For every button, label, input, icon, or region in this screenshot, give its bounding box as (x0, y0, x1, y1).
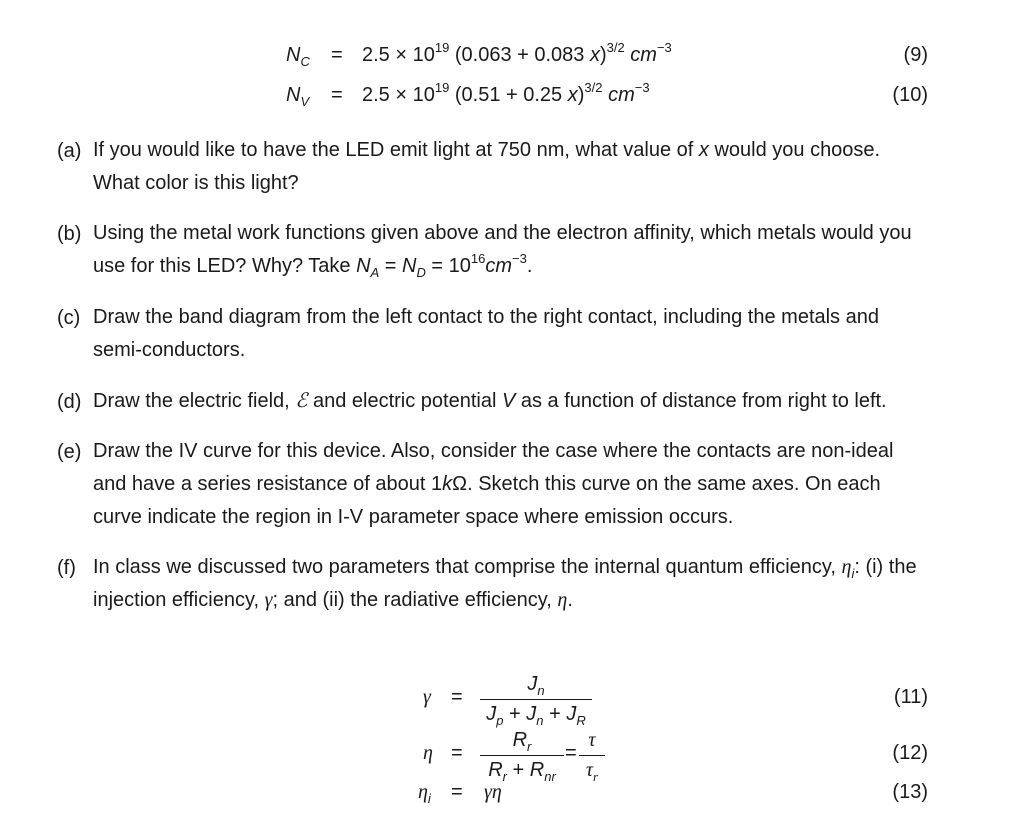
equation-number-10: (10) (892, 84, 928, 106)
equation-nv-rhs: $2.5 \times 10^{19}$ (0.51 + 0.25 x)$^{3/2}$ $cm^{-3}$ (362, 80, 650, 106)
question-a-label: (a) (57, 140, 82, 162)
question-f-text: In class we discussed two parameters that comprise the internal quantum efficiency, $\eta_i$: (i) the injection efficiency, γ; and (ii) the radiative efficiency, η. (93, 556, 917, 611)
equation-eta-i-equals: = (451, 781, 463, 803)
question-b-text: Using the metal work functions given above and the electron affinity, which metals would you use for this LED? Why? Take $N_A = N_D = 10^{16}cm^{-3}$. (93, 222, 912, 280)
question-f-label: (f) (57, 557, 76, 579)
equation-gamma-denominator: $J_p + J_n + J_R$ (486, 703, 586, 728)
equation-eta-i-rhs: γη (484, 781, 502, 803)
equation-gamma-fraction (480, 672, 592, 726)
equation-number-12: (12) (892, 742, 928, 764)
equation-eta-fraction-2: $\frac{\tau}{\tau_r}$ (579, 728, 605, 782)
equation-eta-i-lhs: $\eta_i$ (418, 781, 431, 806)
equation-nc-rhs: $2.5 \times 10^{19}$ (0.063 + 0.083 x)$^{3/2}$ $cm^{-3}$ (362, 40, 672, 66)
question-d-text: Draw the electric field, ℰ and electric potential V as a function of distance from right to left. (93, 390, 887, 412)
equation-nv: $N_V$ (286, 84, 310, 109)
question-c-text: Draw the band diagram from the left contact to the right contact, including the metals and semi-conductors. (93, 306, 879, 361)
equation-nc: $N_C$ (286, 44, 310, 69)
equation-number-9: (9) (903, 44, 928, 66)
equation-nc-equals: = (331, 44, 343, 66)
electric-field-symbol: ℰ (295, 390, 308, 412)
equation-nv-equals: = (331, 84, 343, 106)
equation-eta-fraction-1: $R_r$ $R_r + R_{nr}$ (480, 728, 564, 782)
question-d-label: (d) (57, 391, 82, 413)
equation-gamma-lhs: γ (423, 686, 431, 708)
equation-eta-equals-2: = (565, 742, 577, 764)
equation-eta-lhs: η (423, 742, 433, 764)
question-e-label: (e) (57, 441, 82, 463)
equation-gamma-equals: = (451, 686, 463, 708)
equation-eta-equals: = (451, 742, 463, 764)
equation-gamma-numerator: $J_n$ (480, 672, 592, 700)
equation-number-11: (11) (893, 686, 928, 708)
question-c-label: (c) (57, 307, 81, 329)
equation-number-13: (13) (892, 781, 928, 803)
question-a-text: If you would like to have the LED emit light at 750 nm, what value of x would you choose. What color is this light? (93, 139, 881, 194)
question-b-label: (b) (57, 223, 82, 245)
question-e-text: Draw the IV curve for this device. Also, consider the case where the contacts are non-ideal and have a series resistance of about 1kΩ. Sketch this curve on the same axes. On each curve indicate the region in I-V parameter space where emission occurs. (93, 440, 894, 528)
